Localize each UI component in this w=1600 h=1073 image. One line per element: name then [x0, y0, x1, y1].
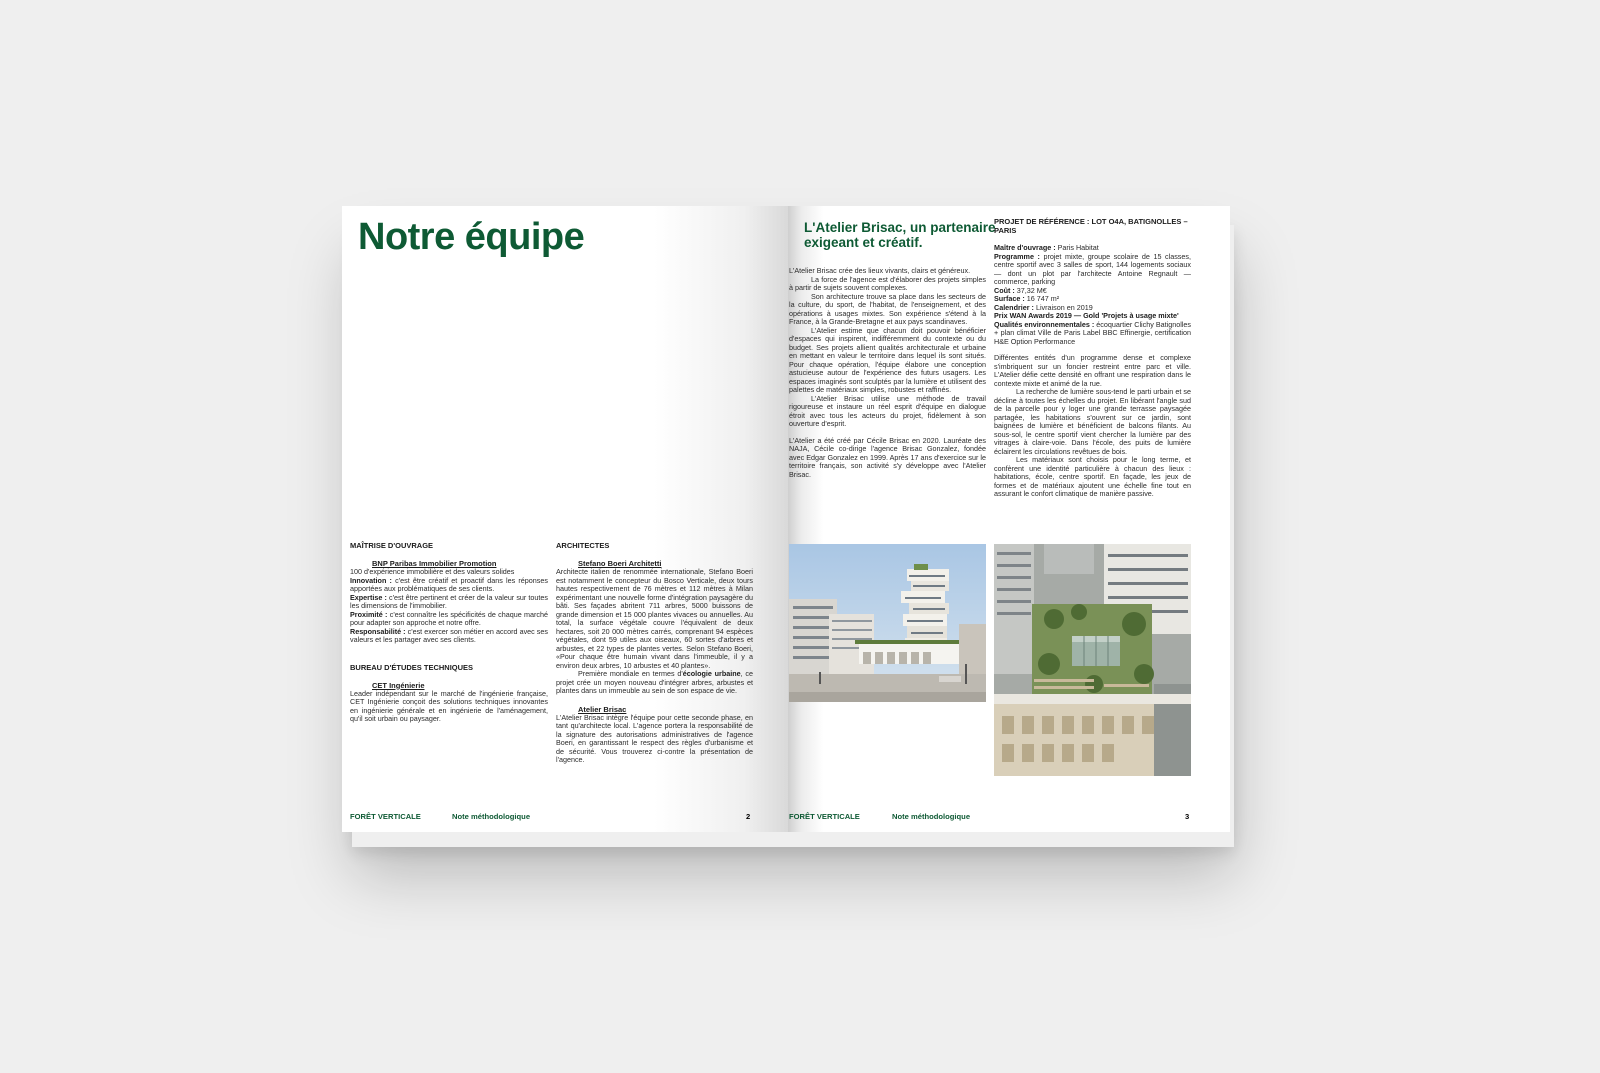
boeri-text: Architecte italien de renommée internationale, Stefano Boeri est notamment le concepteur du Bosco Verticale, deux tours hautes respectivement de 76 mètres et 112 mètres à Milan expérimentant une nouvelle forme d'intégration paysagère du bâti. Ses façades abritent 711 arbres, 5000 buissons de grande dimension et 15 000 plantes vivaces ou annuelles. Au total, la surface végétale couvre l'équivalent de deux hectares, soit 20 000 mètres carrés, comprenant 94 espèces végétales, dont 59 utiles aux oiseaux, 60 sortes d'arbres et arbustes, et 22 types de plantes vertes. Selon Stefano Boeri, «Pour chaque être humain vivant dans l'immeuble, il y a environ deux arbres, 10 arbustes et 40 plantes». — [556, 567, 753, 670]
project-detail: Programme : projet mixte, groupe scolaire de 15 classes, centre sportif avec 3 salles de sport, 144 logements sociaux — dont un plot par l'architecte Antoine Regnault — commerce, parking — [994, 251, 1191, 286]
maitrise-intro: 100 d'expérience immobilière et des valeurs solides — [350, 567, 515, 576]
project-detail: Coût : 37,32 M€ — [994, 285, 1047, 295]
brisac-text: L'Atelier Brisac intègre l'équipe pour cette seconde phase, en tant qu'architecte local. L'agence portera la responsabilité de la signature des autorisations administratives de l'agence Boeri, en garantissant le respect des règles d'urbanisme et de sécurité. Vous trouverez ci-contre la présentation de l'agence. — [556, 712, 753, 764]
project-para: La recherche de lumière sous-tend le parti urbain et se décline à toutes les échelles du projet. En libérant l'angle sud de la parcelle pour y loger une grande terrasse paysagée partagée, les habitations s'ouvrent sur ce jardin, sont baignées de lumière et bénéficient de balcons filants. Au sous-sol, le centre sportif vient chercher la lumière par des vitrages à claire-voie. Dans l'école, des puits de lumière éclairent les circulations revêtues de bois. — [994, 387, 1191, 456]
building-photo-icon — [789, 544, 986, 702]
page-number: 3 — [1185, 812, 1190, 821]
maitrise-value: Proximité : c'est connaître les spécificités de chaque marché pour adapter son approche et notre offre. — [350, 609, 548, 627]
boeri-text-2: Première mondiale en termes d'écologie urbaine, ce projet crée un moyen nouveau d'intégrer arbres, arbustes et plantes dans un immeuble au sein de son espace de vie. — [556, 669, 753, 695]
maitrise-heading: MAÎTRISE D'OUVRAGE — [350, 541, 434, 550]
boeri-name: Stefano Boeri Architetti — [578, 559, 662, 568]
architectes-section — [556, 541, 753, 765]
project-detail: Surface : 16 747 m² — [994, 294, 1060, 303]
brisac-column — [789, 267, 986, 479]
footer-doc: Note méthodologique — [892, 812, 971, 821]
footer-brand: FORÊT VERTICALE — [350, 812, 421, 821]
brisac-founder-para: L'Atelier a été créé par Cécile Brisac en 2020. Lauréate des NAJA, Cécile co-dirige l'agence Brisac Gonzalez, fondée avec Edgar Gonzalez en 1999. Après 17 ans d'exercice sur le territoire français, son activité s'y développe avec l'Atelier Brisac. — [789, 435, 986, 479]
page-number: 2 — [746, 812, 751, 821]
project-heading: PROJET DE RÉFÉRENCE : LOT O4A, BATIGNOLLES – PARIS — [994, 217, 1188, 235]
terrace-photo-icon — [994, 544, 1191, 776]
architectes-heading: ARCHITECTES — [556, 541, 610, 550]
bureau-company: CET Ingénierie — [372, 680, 425, 690]
right-page — [788, 206, 1230, 832]
brisac-para: L'Atelier Brisac utilise une méthode de travail rigoureuse et instaure un réel esprit d'équipe en dialogue étroit avec tous les acteurs du projet, fidèlement à son ouverture d'esprit. — [789, 393, 986, 428]
brisac-para: La force de l'agence est d'élaborer des projets simples à partir de sujets souvent complexes. — [789, 274, 986, 292]
project-detail: Prix WAN Awards 2019 — Gold 'Projets à usage mixte' — [994, 311, 1179, 320]
brisac-para: L'Atelier estime que chacun doit pouvoir bénéficier d'espaces qui inspirent, indifféremment du contexte ou du budget. Ses projets allient qualités architecturale et urbaine en mettant en valeur le territoire dans lequel ils sont situés. Pour chaque opération, l'équipe élabore une conception astucieuse autour de l'expérience des futurs usagers. Les espaces imaginés sont sculptés par la lumière et utilisent des palettes de matériaux simples, robustes et raffinés. — [789, 325, 986, 394]
footer-doc: Note méthodologique — [452, 812, 531, 821]
maitrise-value: Expertise : c'est être pertinent et créer de la valeur sur toutes les dimensions de l'immobilier. — [350, 592, 548, 610]
bureau-heading: BUREAU D'ÉTUDES TECHNIQUES — [350, 662, 474, 672]
footer-brand: FORÊT VERTICALE — [789, 812, 860, 821]
brisac-para: Son architecture trouve sa place dans les secteurs de la culture, du sport, de l'habitat, de l'enseignement, et des opérations à usages mixtes. Son expérience s'étend à la France, à la Grande-Bretagne et aux pays scandinaves. — [789, 291, 986, 326]
maitrise-value: Innovation : c'est être créatif et proactif dans les réponses apportées aux problématiques de ses clients. — [350, 575, 548, 593]
project-detail: Calendrier : Livraison en 2019 — [994, 302, 1093, 312]
brisac-para: L'Atelier Brisac crée des lieux vivants, clairs et généreux. — [789, 266, 971, 275]
maitrise-section — [350, 541, 548, 724]
maitrise-value: Responsabilité : c'est exercer son métier en accord avec ses valeurs et les partager avec ses clients. — [350, 626, 548, 644]
project-detail: Maître d'ouvrage : Paris Habitat — [994, 243, 1099, 252]
left-page — [342, 206, 788, 832]
project-para: Les matériaux sont choisis pour le long terme, et confèrent une identité particulière à chacun des lieux : habitations, école, centre sportif. En façade, les jeux de formes et de matériaux ajoutent une échelle fine tout en assurant le confort climatique de manière passive. — [994, 455, 1191, 498]
photo-aerial-terrace — [994, 544, 1191, 776]
photo-building-street — [789, 544, 986, 702]
project-detail: Qualités environnementales : écoquartier Clichy Batignolles + plan climat Ville de Paris Label BBC Effinergie, certification H&E Option Performance — [994, 319, 1191, 346]
maitrise-company: BNP Paribas Immobilier Promotion — [372, 559, 497, 568]
section-heading: L'Atelier Brisac, un partenaire exigeant et créatif. — [804, 220, 996, 250]
page-title: Notre équipe — [358, 216, 585, 258]
project-para: Différentes entités d'un programme dense et complexe s'imbriquent sur un foncier restreint entre parc et ville. L'Atelier défie cette densité en offrant une respiration dans le contexte mixte et animé de la rue. — [994, 353, 1191, 388]
project-column — [994, 217, 1191, 499]
brisac-name: Atelier Brisac — [578, 704, 627, 714]
bureau-text: Leader indépendant sur le marché de l'ingénierie française, CET Ingénierie conçoit des solutions techniques innovantes en ingénierie générale et en ingénierie de l'aménagement, qu'il soit urbain ou paysager. — [350, 688, 548, 723]
